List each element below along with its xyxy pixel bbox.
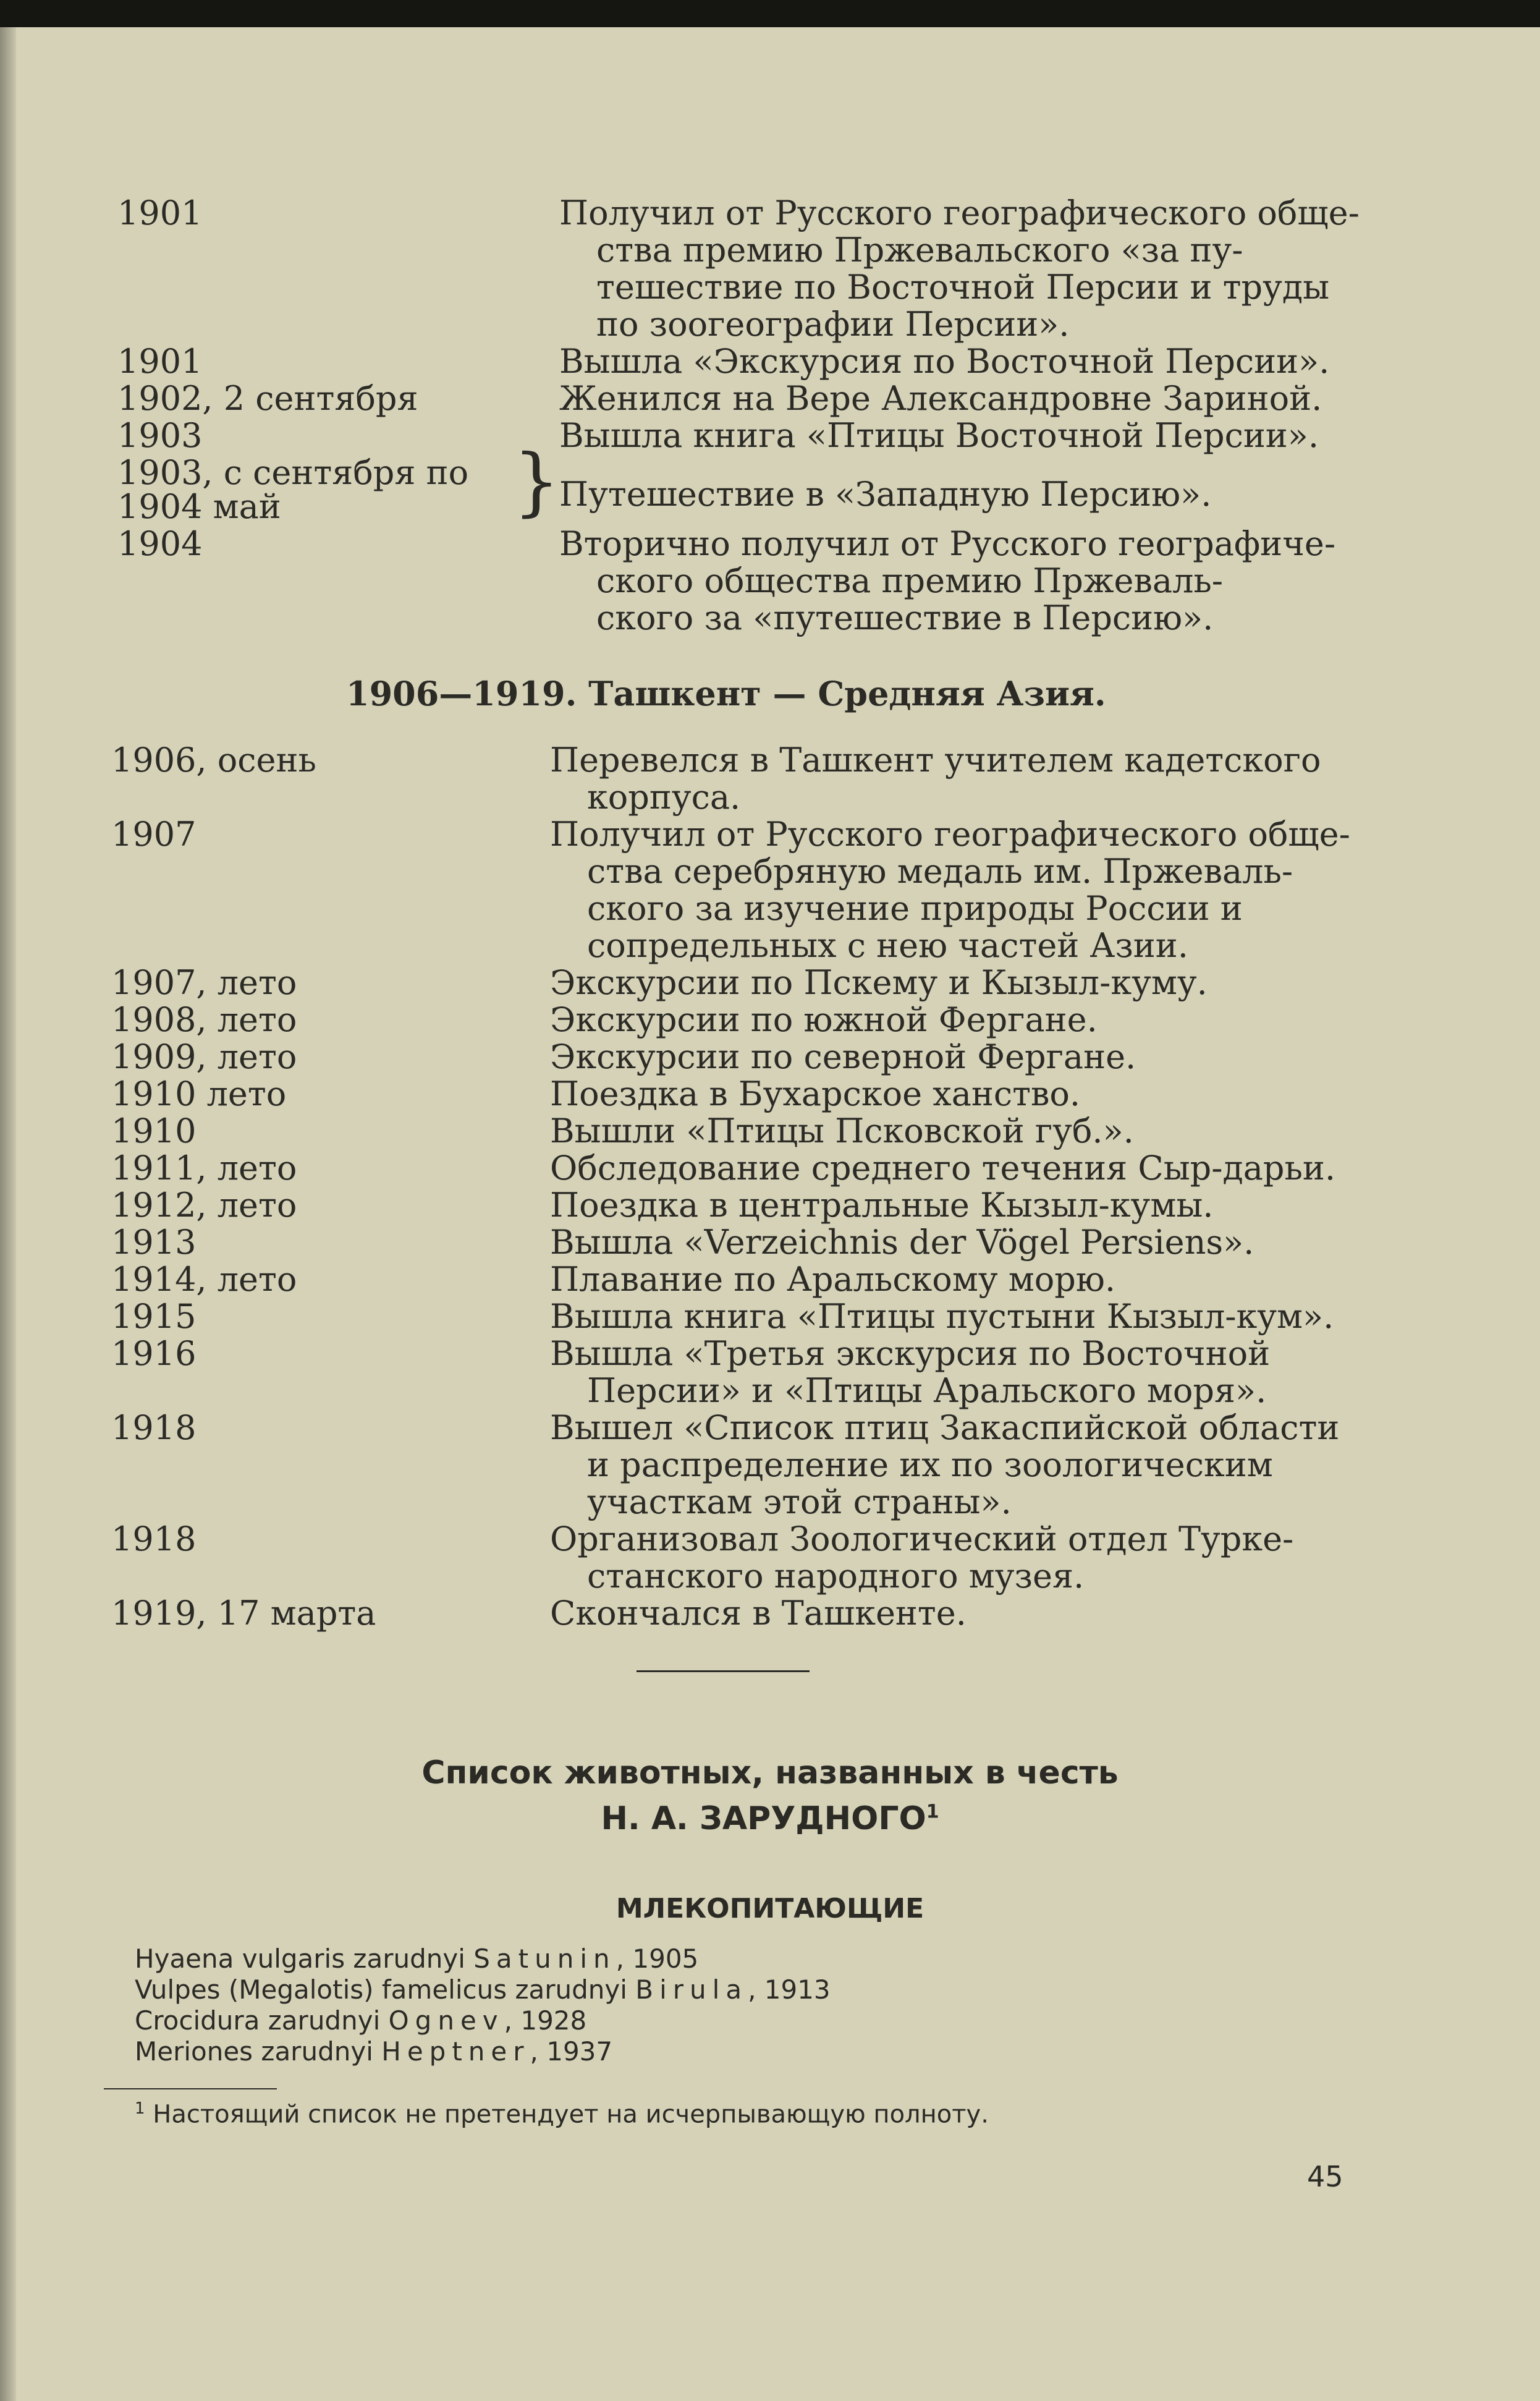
timeline-year: 1907, лето — [111, 963, 297, 1002]
entry-line: Путешествие в «Западную Персию». — [559, 475, 1212, 514]
timeline-entry — [550, 1039, 1341, 1076]
species-author: Heptner — [381, 2036, 530, 2067]
entry-line: Скончался в Ташкенте. — [550, 1594, 967, 1633]
timeline-entry — [550, 1521, 1341, 1595]
timeline-year: 1904 май — [117, 487, 281, 526]
timeline-entry — [550, 1261, 1341, 1298]
timeline-entry — [550, 1001, 1341, 1039]
list-subheading: МЛЕКОПИТАЮЩИЕ — [616, 1893, 924, 1924]
timeline-entry — [550, 1298, 1341, 1335]
entry-line: Получил от Русского географического обще- — [559, 193, 1360, 232]
timeline-entry — [559, 525, 1347, 637]
entry-line: Поездка в Бухарское ханство. — [550, 1074, 1081, 1113]
entry-line: Вышла книга «Птицы пустыни Кызыл-кум». — [550, 1297, 1334, 1336]
timeline-entry — [559, 193, 1360, 344]
entry-line: Получил от Русского географического обще- — [550, 815, 1350, 854]
timeline-year: 1918 — [111, 1408, 197, 1447]
entry-line: по зоогеографии Персии». — [596, 305, 1070, 344]
timeline-year: 1908, лето — [111, 1000, 297, 1039]
timeline-year: 1903, с сентября по — [117, 453, 469, 492]
timeline-entry — [550, 1113, 1341, 1150]
entry-line: станского народного музея. — [587, 1557, 1085, 1596]
entry-line: Вторично получил от Русского географиче- — [559, 524, 1336, 563]
entry-line: Организовал Зоологический отдел Турке- — [550, 1519, 1294, 1558]
entry-line: Обследование среднего течения Сыр-дарьи. — [550, 1149, 1336, 1188]
entry-line: Персии» и «Птицы Аральского моря». — [587, 1371, 1267, 1410]
entry-line: Плавание по Аральскому морю. — [550, 1260, 1116, 1299]
timeline-entry — [559, 417, 1347, 454]
timeline-year: 1915 — [111, 1297, 197, 1336]
section-heading: 1906—1919. Ташкент — Средняя Азия. — [346, 674, 1106, 713]
species-name: Vulpes (Megalotis) famelicus zarudnyi — [135, 1974, 627, 2005]
timeline-entry — [559, 476, 1347, 513]
timeline-entry — [559, 380, 1347, 417]
entry-line: тешествие по Восточной Персии и труды — [596, 268, 1330, 307]
timeline-entry — [550, 1335, 1341, 1409]
entry-line: и распределение их по зоологическим — [587, 1445, 1273, 1484]
section-divider — [637, 1670, 810, 1672]
species-year: , 1913 — [748, 1974, 831, 2005]
entry-line: ского за «путешествие в Персию». — [596, 598, 1214, 637]
entry-line: Вышла «Третья экскурсия по Восточной — [550, 1334, 1271, 1373]
entry-line: Вышла «Verzeichnis der Vögel Persiens». — [550, 1223, 1254, 1262]
timeline-year: 1912, лето — [111, 1186, 297, 1225]
timeline-entry — [550, 1150, 1341, 1187]
species-name: Meriones zarudnyi — [135, 2036, 373, 2067]
entry-line: ства премию Пржевальского «за пу- — [596, 231, 1243, 270]
footnote-ref: 1 — [926, 1801, 939, 1823]
entry-line: ского за изучение природы России и — [587, 889, 1243, 928]
timeline-year: 1916 — [111, 1334, 197, 1373]
entry-line: сопредельных с нею частей Азии. — [587, 926, 1188, 965]
timeline-entry — [550, 1409, 1341, 1521]
entry-line: ства серебряную медаль им. Пржеваль- — [587, 852, 1293, 891]
timeline-year: 1901 — [117, 342, 203, 381]
entry-line: участкам этой страны». — [587, 1482, 1012, 1521]
entry-line: Вышел «Список птиц Закаспийской области — [550, 1408, 1340, 1447]
timeline-year: 1903 — [117, 416, 203, 455]
entry-line: Вышли «Птицы Псковской губ.». — [550, 1111, 1134, 1150]
species-entry — [135, 2036, 612, 2067]
footnote-text: Настоящий список не претендует на исчерпывающую полноту. — [153, 2100, 989, 2129]
timeline-entry — [550, 1595, 1341, 1632]
timeline-year: 1906, осень — [111, 741, 316, 780]
species-entry — [135, 2005, 586, 2036]
species-year: , 1937 — [530, 2036, 613, 2067]
footnote-rule — [104, 2088, 277, 2089]
timeline-entry — [550, 742, 1341, 816]
timeline-entry — [550, 1224, 1341, 1261]
entry-line: Перевелся в Ташкент учителем кадетского — [550, 741, 1321, 780]
timeline-year: 1901 — [117, 193, 203, 232]
entry-line: ского общества премию Пржеваль- — [596, 561, 1224, 600]
species-year: , 1905 — [616, 1944, 699, 1974]
timeline-year: 1919, 17 марта — [111, 1594, 376, 1633]
list-title-line1: Список животных, названных в честь — [421, 1754, 1119, 1791]
footnote-mark: 1 — [135, 2099, 145, 2118]
timeline-year: 1904 — [117, 524, 203, 563]
timeline-entry — [559, 343, 1347, 380]
entry-line: Вышла «Экскурсия по Восточной Персии». — [559, 342, 1330, 381]
timeline-year: 1907 — [111, 815, 197, 854]
species-author: Birula — [635, 1974, 748, 2005]
timeline-year: 1918 — [111, 1519, 197, 1558]
list-title-line2 — [0, 1800, 1540, 1837]
species-year: , 1928 — [504, 2005, 587, 2036]
honoree-name: Н. А. ЗАРУДНОГО — [601, 1800, 926, 1837]
timeline-year: 1910 — [111, 1111, 197, 1150]
species-author: Ognev — [388, 2005, 504, 2036]
timeline-year: 1914, лето — [111, 1260, 297, 1299]
timeline-year: 1902, 2 сентября — [117, 379, 418, 418]
timeline-entry — [550, 1076, 1341, 1113]
entry-line: корпуса. — [587, 778, 741, 817]
page-number: 45 — [1307, 2160, 1343, 2193]
entry-line: Экскурсии по южной Фергане. — [550, 1000, 1098, 1039]
timeline-entry — [550, 815, 1350, 965]
species-entry — [135, 1944, 698, 1974]
entry-line: Поездка в центральные Кызыл-кумы. — [550, 1186, 1214, 1225]
timeline-year: 1911, лето — [111, 1149, 297, 1188]
timeline-year: 1909, лето — [111, 1037, 297, 1076]
species-name: Hyaena vulgaris zarudnyi — [135, 1944, 465, 1974]
timeline-year: 1910 лето — [111, 1074, 287, 1113]
species-entry — [135, 1974, 831, 2005]
footnote — [135, 2099, 989, 2128]
entry-line: Женился на Вере Александровне Зариной. — [559, 379, 1322, 418]
entry-line: Вышла книга «Птицы Восточной Персии». — [559, 416, 1319, 455]
timeline-entry — [550, 1187, 1341, 1224]
brace-glyph: } — [513, 439, 561, 525]
species-name: Crocidura zarudnyi — [135, 2005, 381, 2036]
entry-line: Экскурсии по Пскему и Кызыл-куму. — [550, 963, 1208, 1002]
timeline-year: 1913 — [111, 1223, 197, 1262]
species-author: Satunin — [473, 1944, 616, 1974]
timeline-entry — [550, 964, 1341, 1001]
entry-line: Экскурсии по северной Фергане. — [550, 1037, 1136, 1076]
